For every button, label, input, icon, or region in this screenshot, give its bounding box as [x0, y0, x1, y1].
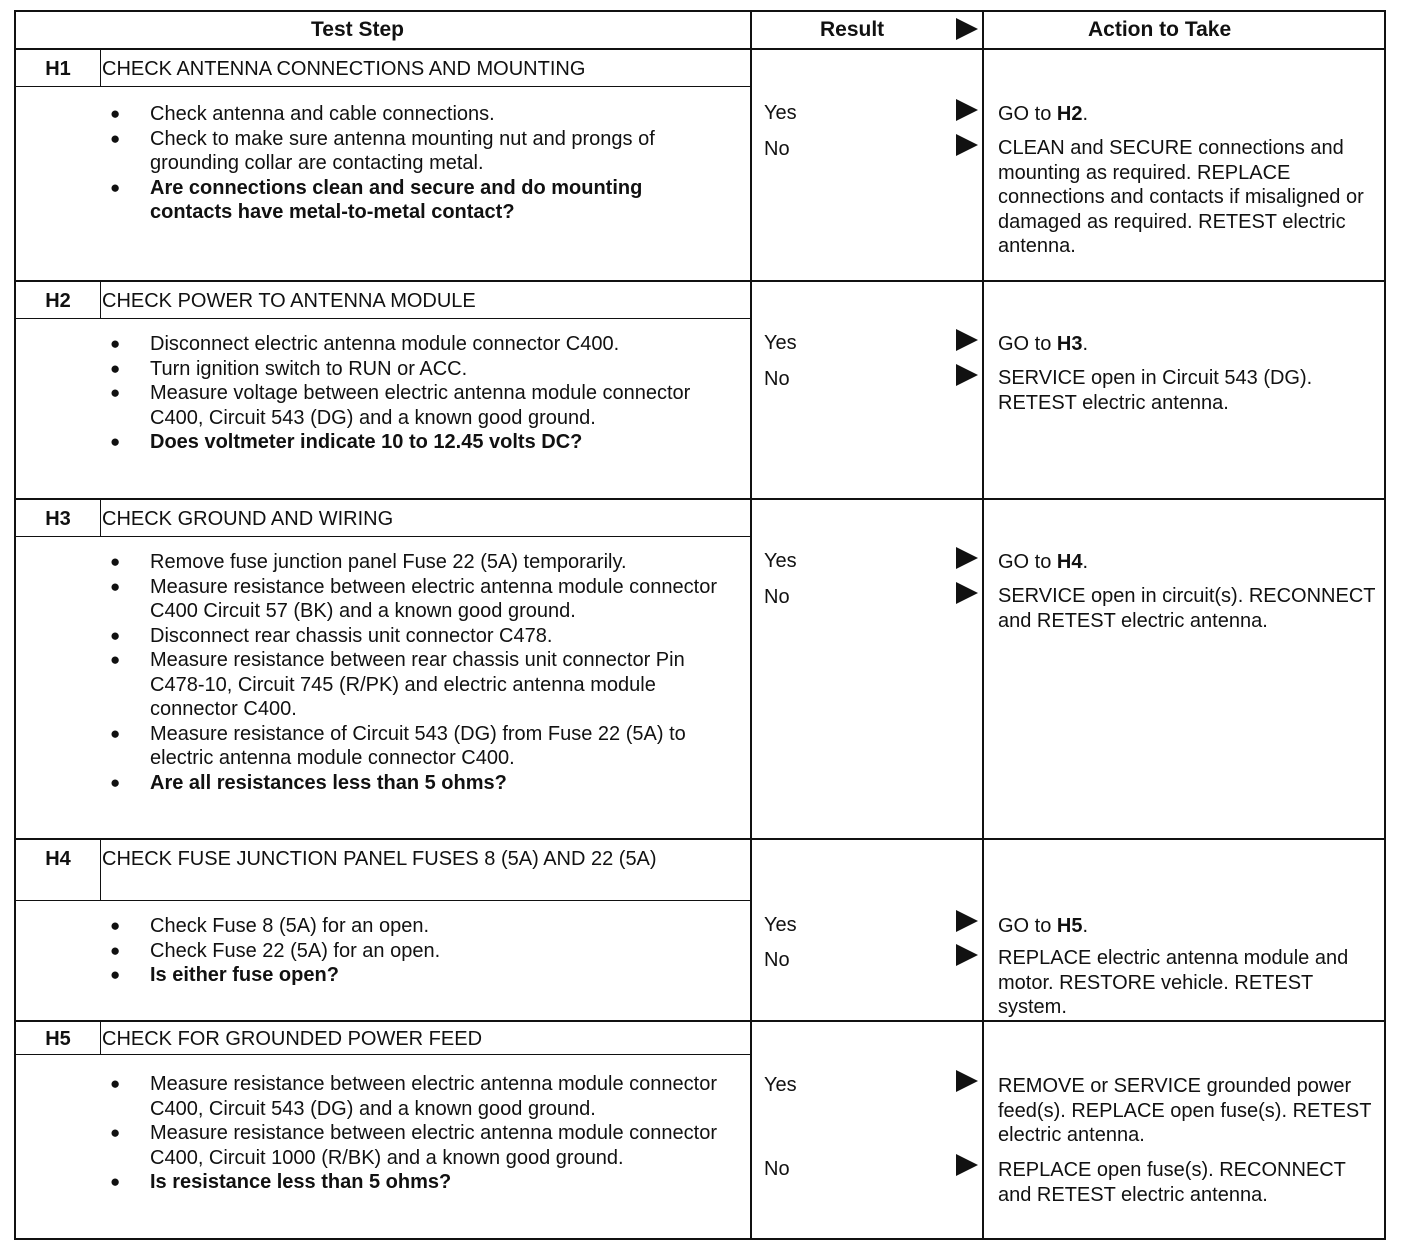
- result-no: No: [764, 1158, 790, 1180]
- step-bullets: [106, 914, 726, 988]
- bullet-item: ● Check to make sure antenna mounting nut and prongs of grounding collar are contacting metal.: [106, 127, 726, 176]
- step-question: ● Are all resistances less than 5 ohms?: [106, 771, 726, 796]
- header-result: Result: [820, 18, 885, 41]
- bullet-item: ● Measure resistance of Circuit 543 (DG) from Fuse 22 (5A) to electric antenna module connector C400.: [106, 722, 726, 771]
- bullet-item: ● Turn ignition switch to RUN or ACC.: [106, 357, 726, 382]
- step-title: CHECK POWER TO ANTENNA MODULE: [102, 290, 476, 312]
- step-bullets: [106, 1072, 726, 1195]
- action-yes: GO to H2.: [998, 103, 1089, 125]
- arrow-icon: [956, 547, 978, 569]
- step-title: CHECK FOR GROUNDED POWER FEED: [102, 1028, 483, 1050]
- result-no: No: [764, 138, 790, 160]
- arrow-icon: [956, 944, 978, 966]
- action-no: REPLACE open fuse(s). RECONNECT and RETEST electric antenna.: [998, 1159, 1346, 1206]
- step-id: H5: [45, 1028, 71, 1050]
- arrow-icon: [956, 364, 978, 386]
- step-bullets: [106, 550, 726, 795]
- bullet-item: ● Disconnect rear chassis unit connector C478.: [106, 624, 726, 649]
- step-id: H1: [45, 58, 71, 80]
- result-yes: Yes: [764, 550, 797, 572]
- bullet-item: ● Measure resistance between rear chassis unit connector Pin C478-10, Circuit 745 (R/PK) and electric antenna module connector C400.: [106, 648, 726, 722]
- diagnostic-table: [14, 10, 1386, 1240]
- result-yes: Yes: [764, 332, 797, 354]
- step-title: CHECK ANTENNA CONNECTIONS AND MOUNTING: [102, 58, 586, 80]
- step-row-h2: [16, 282, 1384, 500]
- step-id: H3: [45, 508, 71, 530]
- action-no: CLEAN and SECURE connections and mounting as required. REPLACE connections and contacts if misaligned or damaged as required. RETEST electric antenna.: [998, 137, 1364, 257]
- action-yes: GO to H3.: [998, 333, 1089, 355]
- step-bullets: [106, 102, 726, 225]
- step-row-h1: [16, 50, 1384, 282]
- action-no: SERVICE open in circuit(s). RECONNECT and RETEST electric antenna.: [998, 585, 1376, 632]
- action-yes: REMOVE or SERVICE grounded power feed(s). REPLACE open fuse(s). RETEST electric antenna.: [998, 1075, 1372, 1146]
- step-id: H4: [45, 848, 71, 870]
- step-title: CHECK GROUND AND WIRING: [102, 508, 394, 530]
- arrow-icon: [956, 329, 978, 351]
- header-action: Action to Take: [1088, 18, 1232, 41]
- step-row-h4: [16, 840, 1384, 1022]
- result-yes: Yes: [764, 102, 797, 124]
- arrow-icon: [956, 910, 978, 932]
- table-header: [16, 12, 1384, 50]
- step-question: ● Is resistance less than 5 ohms?: [106, 1170, 726, 1195]
- bullet-item: ● Measure resistance between electric antenna module connector C400 Circuit 57 (BK) and a known good ground.: [106, 575, 726, 624]
- arrow-icon: [956, 582, 978, 604]
- step-question: ● Is either fuse open?: [106, 963, 726, 988]
- step-question: ● Does voltmeter indicate 10 to 12.45 volts DC?: [106, 430, 726, 455]
- action-no: SERVICE open in Circuit 543 (DG). RETEST electric antenna.: [998, 367, 1313, 414]
- result-no: No: [764, 949, 790, 971]
- arrow-icon: [956, 1070, 978, 1092]
- step-question: ● Are connections clean and secure and do mounting contacts have metal-to-metal contact?: [106, 176, 726, 225]
- bullet-item: ● Disconnect electric antenna module connector C400.: [106, 332, 726, 357]
- action-yes: GO to H4.: [998, 551, 1089, 573]
- header-arrow-icon: [956, 18, 978, 40]
- bullet-item: ● Measure resistance between electric antenna module connector C400, Circuit 1000 (R/BK) and a known good ground.: [106, 1121, 726, 1170]
- result-no: No: [764, 368, 790, 390]
- arrow-icon: [956, 99, 978, 121]
- result-no: No: [764, 586, 790, 608]
- bullet-item: ● Measure voltage between electric antenna module connector C400, Circuit 543 (DG) and a known good ground.: [106, 381, 726, 430]
- step-row-h5: [16, 1022, 1384, 1240]
- bullet-item: ● Check antenna and cable connections.: [106, 102, 726, 127]
- action-yes: GO to H5.: [998, 915, 1089, 937]
- step-id: H2: [45, 290, 71, 312]
- step-title: CHECK FUSE JUNCTION PANEL FUSES 8 (5A) AND 22 (5A): [102, 848, 657, 870]
- bullet-item: ● Remove fuse junction panel Fuse 22 (5A) temporarily.: [106, 550, 726, 575]
- bullet-item: ● Measure resistance between electric antenna module connector C400, Circuit 543 (DG) and a known good ground.: [106, 1072, 726, 1121]
- arrow-icon: [956, 1154, 978, 1176]
- result-yes: Yes: [764, 914, 797, 936]
- arrow-icon: [956, 134, 978, 156]
- bullet-item: ● Check Fuse 8 (5A) for an open.: [106, 914, 726, 939]
- action-no: REPLACE electric antenna module and motor. RESTORE vehicle. RETEST system.: [998, 947, 1349, 1018]
- bullet-item: ● Check Fuse 22 (5A) for an open.: [106, 939, 726, 964]
- step-bullets: [106, 332, 726, 455]
- result-yes: Yes: [764, 1074, 797, 1096]
- header-test-step: Test Step: [311, 18, 404, 41]
- step-row-h3: [16, 500, 1384, 840]
